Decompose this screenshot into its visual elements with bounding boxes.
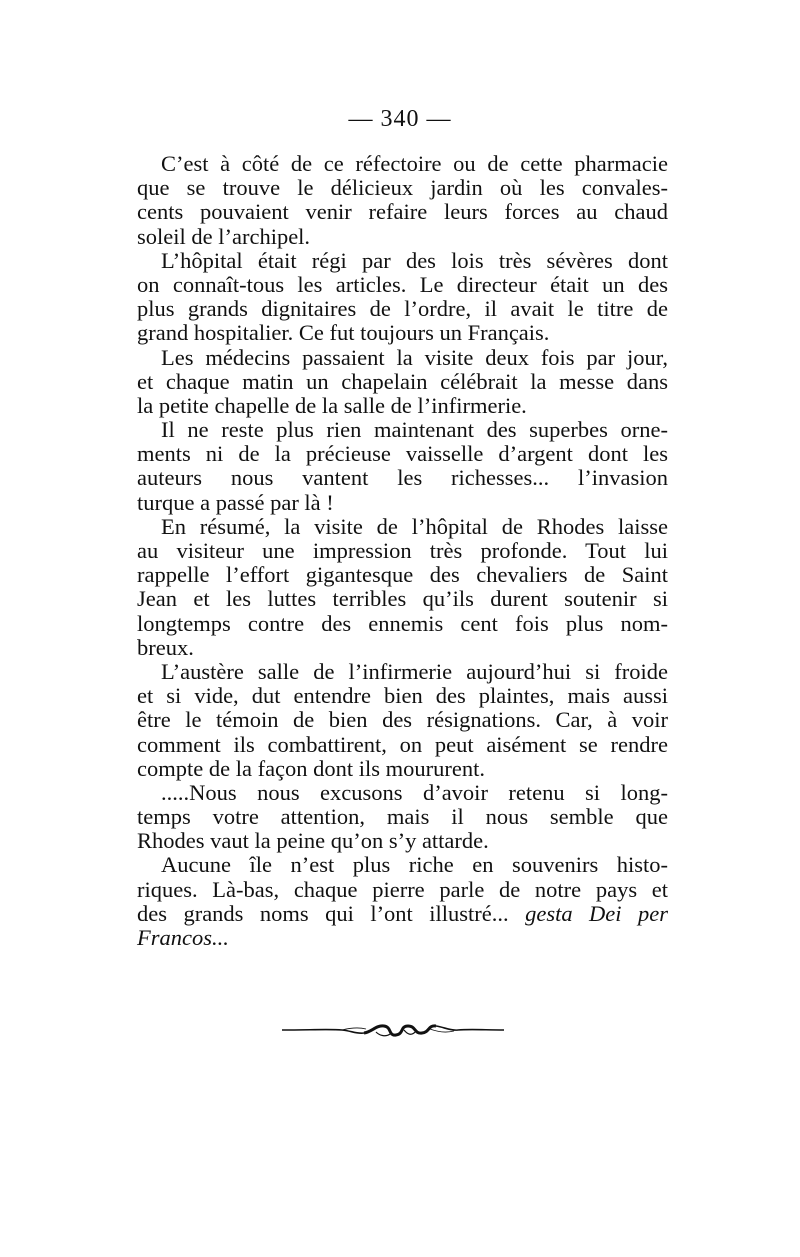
text-line: Les médecins passaient la visite deux fois par jour, <box>161 344 668 370</box>
text-line: C’est à côté de ce réfectoire ou de cette pharmacie <box>161 151 668 176</box>
text-run: des grands noms qui l’ont illustré... <box>137 900 526 926</box>
text-line: soleil de l’archipel. <box>137 223 311 249</box>
text-line: Il ne reste plus rien maintenant des superbes orne- <box>161 417 668 443</box>
text-line: auteurs nous vantent les richesses... l’invasion <box>137 465 668 491</box>
text-line: rappelle l’effort gigantesque des chevaliers de Saint <box>137 562 668 588</box>
text-line: Jean et les luttes terribles qu’ils durent soutenir si <box>137 586 668 612</box>
text-line: être le témoin de bien des résignations. Car, à voir <box>137 707 668 733</box>
text-line: et si vide, dut entendre bien des plaintes, mais aussi <box>137 683 668 709</box>
text-line: on connaît-tous les articles. Le directeur était un des <box>137 271 668 297</box>
body-text <box>137 152 668 950</box>
text-line: au visiteur une impression très profonde. Tout lui <box>137 538 668 563</box>
text-line: L’austère salle de l’infirmerie aujourd’hui si froide <box>161 658 668 684</box>
text-line: Aucune île n’est plus riche en souvenirs histo- <box>161 852 668 878</box>
text-line: ments ni de la précieuse vaisselle d’argent dont les <box>137 441 668 467</box>
page-number: — 340 — <box>348 106 452 132</box>
text-line: et chaque matin un chapelain célébrait la messe dans <box>137 368 668 394</box>
text-line: En résumé, la visite de l’hôpital de Rhodes laisse <box>161 513 668 539</box>
text-line: riques. Là-bas, chaque pierre parle de notre pays et <box>137 876 668 902</box>
text-line: la petite chapelle de la salle de l’infirmerie. <box>137 392 527 418</box>
text-line: L’hôpital était régi par des lois très sévères dont <box>161 247 668 273</box>
text-line: cents pouvaient venir refaire leurs forces au chaud <box>137 199 668 225</box>
text-line: .....Nous nous excusons d’avoir retenu si long- <box>161 779 668 805</box>
text-line: compte de la façon dont ils moururent. <box>137 755 486 781</box>
text-line-mixed <box>137 902 668 926</box>
text-line: que se trouve le délicieux jardin où les convales- <box>137 175 668 201</box>
text-line: comment ils combattirent, on peut aisément se rendre <box>137 731 668 757</box>
text-line: turque a passé par là ! <box>137 489 334 515</box>
text-line: plus grands dignitaires de l’ordre, il avait le titre de <box>137 296 668 322</box>
latin-phrase: gesta Dei per <box>525 900 668 926</box>
text-line: temps votre attention, mais il nous semble que <box>137 804 668 830</box>
text-line: Rhodes vaut la peine qu’on s’y attarde. <box>137 828 489 854</box>
text-line-italic: Francos... <box>137 925 229 950</box>
text-line: breux. <box>137 634 194 660</box>
text-line: longtemps contre des ennemis cent fois plus nom- <box>137 610 668 636</box>
tail-piece-flourish-icon <box>280 1018 506 1044</box>
text-line: grand hospitalier. Ce fut toujours un Français. <box>137 320 550 346</box>
